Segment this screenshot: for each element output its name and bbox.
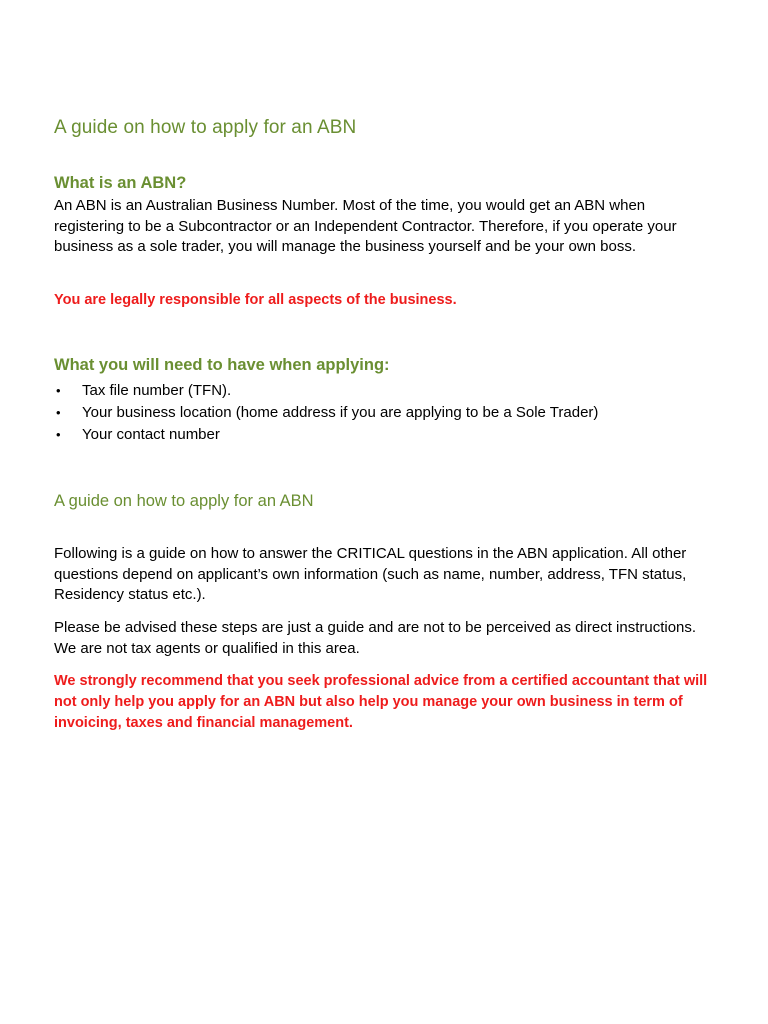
list-item-text: Your business location (home address if you are applying to be a Sole Trader) bbox=[82, 404, 599, 421]
bullet-icon: • bbox=[56, 427, 61, 442]
list-item bbox=[54, 380, 718, 402]
bullet-icon: • bbox=[56, 383, 61, 398]
guide-paragraph-disclaimer: Please be advised these steps are just a guide and are not to be perceived as direct instructions. We are not tax agents or qualified in this area. bbox=[54, 619, 697, 657]
list-item bbox=[54, 424, 718, 446]
guide-paragraph-critical-questions: Following is a guide on how to answer the CRITICAL questions in the ABN application. All other questions depend on applicant’s own information (such as name, number, address, TFN status, Residency status etc.). bbox=[54, 545, 687, 604]
list-item-text: Your contact number bbox=[82, 426, 220, 443]
professional-advice-warning: We strongly recommend that you seek professional advice from a certified accountant that will not only help you apply for an ABN but also help you manage your own business in term of invoicing, taxes and financial management. bbox=[54, 673, 708, 731]
abn-definition-paragraph: An ABN is an Australian Business Number. Most of the time, you would get an ABN when registering to be a Subcontractor or an Independent Contractor. Therefore, if you operate your business as a sole trader, you will manage the business yourself and be your own boss. bbox=[54, 197, 677, 256]
section-heading-guide: A guide on how to apply for an ABN bbox=[54, 492, 314, 510]
section-heading-requirements: What you will need to have when applying: bbox=[54, 356, 390, 374]
document-title: A guide on how to apply for an ABN bbox=[54, 117, 357, 138]
list-item-text: Tax file number (TFN). bbox=[82, 382, 232, 399]
bullet-icon: • bbox=[56, 405, 61, 420]
section-heading-what-is-abn: What is an ABN? bbox=[54, 174, 187, 192]
requirements-list bbox=[54, 380, 718, 446]
list-item bbox=[54, 402, 718, 424]
legal-responsibility-warning: You are legally responsible for all aspects of the business. bbox=[54, 292, 457, 308]
